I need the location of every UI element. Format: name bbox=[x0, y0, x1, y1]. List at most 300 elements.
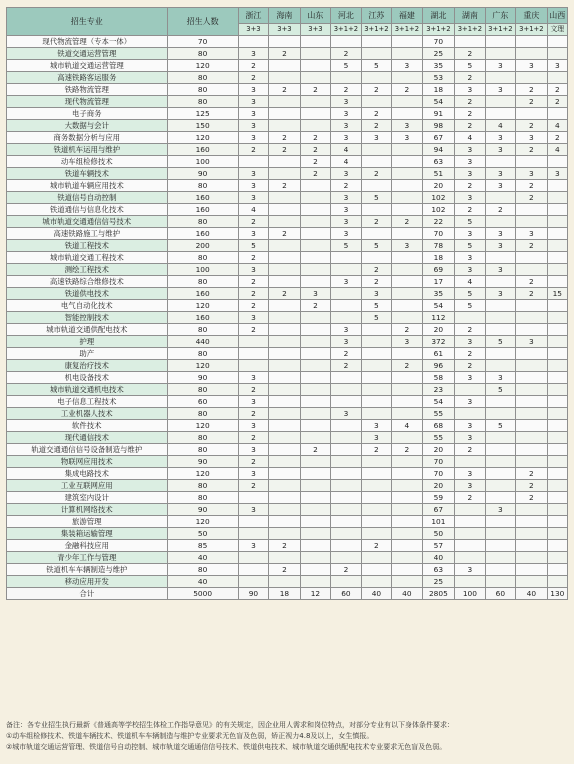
province-header: 河北 bbox=[331, 8, 361, 24]
province-quota-cell: 3 bbox=[485, 288, 515, 300]
province-quota-cell bbox=[392, 396, 422, 408]
table-row bbox=[7, 396, 568, 408]
table-row bbox=[7, 228, 568, 240]
major-name-cell: 城市轨道交通运营管理 bbox=[7, 60, 168, 72]
enrollment-count-cell: 120 bbox=[167, 132, 238, 144]
major-name-cell: 软件技术 bbox=[7, 420, 168, 432]
total-province-cell: 100 bbox=[455, 588, 485, 600]
province-quota-cell bbox=[392, 528, 422, 540]
province-header: 山东 bbox=[300, 8, 330, 24]
province-quota-cell: 3 bbox=[361, 420, 391, 432]
province-quota-cell bbox=[516, 108, 548, 120]
province-quota-cell bbox=[455, 384, 485, 396]
province-quota-cell bbox=[485, 312, 515, 324]
province-quota-cell bbox=[238, 564, 268, 576]
table-row bbox=[7, 48, 568, 60]
province-quota-cell bbox=[392, 516, 422, 528]
major-name-cell: 电子商务 bbox=[7, 108, 168, 120]
province-quota-cell: 3 bbox=[331, 192, 361, 204]
province-quota-cell: 2 bbox=[516, 96, 548, 108]
province-quota-cell bbox=[392, 108, 422, 120]
table-row bbox=[7, 468, 568, 480]
province-quota-cell: 2 bbox=[361, 540, 391, 552]
enrollment-count-cell: 80 bbox=[167, 48, 238, 60]
province-quota-cell: 20 bbox=[422, 180, 455, 192]
province-quota-cell: 2 bbox=[238, 288, 268, 300]
province-quota-cell: 2 bbox=[238, 300, 268, 312]
province-quota-cell bbox=[547, 564, 567, 576]
province-quota-cell: 2 bbox=[269, 540, 301, 552]
province-quota-cell bbox=[392, 264, 422, 276]
province-quota-cell: 3 bbox=[485, 264, 515, 276]
province-quota-cell: 2 bbox=[238, 408, 268, 420]
province-quota-cell: 78 bbox=[422, 240, 455, 252]
province-quota-cell: 2 bbox=[516, 120, 548, 132]
province-quota-cell: 54 bbox=[422, 96, 455, 108]
province-quota-cell bbox=[331, 456, 361, 468]
province-quota-cell bbox=[516, 348, 548, 360]
province-quota-cell: 55 bbox=[422, 408, 455, 420]
province-quota-cell: 2 bbox=[269, 144, 301, 156]
province-quota-cell: 3 bbox=[547, 168, 567, 180]
province-quota-cell bbox=[300, 492, 330, 504]
enrollment-count-cell: 90 bbox=[167, 168, 238, 180]
province-quota-cell bbox=[361, 336, 391, 348]
province-quota-cell: 2 bbox=[516, 480, 548, 492]
province-quota-cell bbox=[485, 468, 515, 480]
province-quota-cell bbox=[361, 396, 391, 408]
province-quota-cell bbox=[547, 576, 567, 588]
province-quota-cell bbox=[485, 576, 515, 588]
province-quota-cell: 2 bbox=[547, 132, 567, 144]
major-name-cell: 集成电路技术 bbox=[7, 468, 168, 480]
province-quota-cell bbox=[547, 456, 567, 468]
table-row bbox=[7, 372, 568, 384]
province-quota-cell bbox=[516, 216, 548, 228]
province-quota-cell bbox=[361, 528, 391, 540]
enrollment-count-cell: 40 bbox=[167, 576, 238, 588]
province-quota-cell: 3 bbox=[485, 144, 515, 156]
province-quota-cell bbox=[331, 252, 361, 264]
province-quota-cell: 70 bbox=[422, 456, 455, 468]
province-quota-cell bbox=[331, 516, 361, 528]
province-quota-cell: 3 bbox=[238, 180, 268, 192]
province-quota-cell bbox=[516, 48, 548, 60]
province-quota-cell: 3 bbox=[238, 132, 268, 144]
enrollment-count-cell: 80 bbox=[167, 408, 238, 420]
province-quota-cell bbox=[269, 432, 301, 444]
province-quota-cell bbox=[269, 192, 301, 204]
province-quota-cell bbox=[300, 372, 330, 384]
province-quota-cell: 3 bbox=[331, 276, 361, 288]
total-row bbox=[7, 588, 568, 600]
province-quota-cell: 2 bbox=[238, 72, 268, 84]
enrollment-count-cell: 70 bbox=[167, 36, 238, 48]
province-quota-cell bbox=[331, 540, 361, 552]
province-quota-cell bbox=[392, 276, 422, 288]
province-quota-cell: 69 bbox=[422, 264, 455, 276]
exam-mode-header: 3+3 bbox=[300, 24, 330, 36]
province-quota-cell: 2 bbox=[516, 468, 548, 480]
province-quota-cell: 4 bbox=[331, 144, 361, 156]
province-quota-cell bbox=[485, 216, 515, 228]
province-quota-cell bbox=[300, 456, 330, 468]
exam-mode-header: 3+1+2 bbox=[422, 24, 455, 36]
province-quota-cell bbox=[547, 528, 567, 540]
province-quota-cell bbox=[547, 48, 567, 60]
province-quota-cell bbox=[269, 516, 301, 528]
enrollment-count-cell: 200 bbox=[167, 240, 238, 252]
province-quota-cell bbox=[485, 360, 515, 372]
province-quota-cell bbox=[361, 564, 391, 576]
province-quota-cell bbox=[361, 228, 391, 240]
province-quota-cell bbox=[331, 420, 361, 432]
province-quota-cell bbox=[392, 168, 422, 180]
exam-mode-header: 3+1+2 bbox=[485, 24, 515, 36]
province-quota-cell: 4 bbox=[485, 120, 515, 132]
province-quota-cell bbox=[269, 576, 301, 588]
province-quota-cell bbox=[485, 324, 515, 336]
province-quota-cell: 102 bbox=[422, 192, 455, 204]
province-quota-cell bbox=[547, 444, 567, 456]
province-quota-cell bbox=[392, 96, 422, 108]
province-quota-cell bbox=[300, 480, 330, 492]
province-quota-cell: 3 bbox=[516, 60, 548, 72]
table-row bbox=[7, 204, 568, 216]
province-quota-cell bbox=[269, 492, 301, 504]
table-row bbox=[7, 168, 568, 180]
province-quota-cell: 63 bbox=[422, 156, 455, 168]
province-quota-cell bbox=[485, 480, 515, 492]
province-quota-cell bbox=[455, 516, 485, 528]
province-quota-cell bbox=[392, 288, 422, 300]
province-quota-cell bbox=[300, 540, 330, 552]
province-quota-cell bbox=[331, 36, 361, 48]
province-quota-cell bbox=[269, 360, 301, 372]
enrollment-count-cell: 80 bbox=[167, 564, 238, 576]
province-quota-cell: 3 bbox=[455, 420, 485, 432]
province-quota-cell: 3 bbox=[238, 48, 268, 60]
enrollment-count-cell: 80 bbox=[167, 180, 238, 192]
enrollment-count-cell: 80 bbox=[167, 252, 238, 264]
province-quota-cell bbox=[392, 48, 422, 60]
province-header: 广东 bbox=[485, 8, 515, 24]
major-name-cell: 铁道通信与信息化技术 bbox=[7, 204, 168, 216]
province-quota-cell: 4 bbox=[455, 276, 485, 288]
major-name-cell: 商务数据分析与应用 bbox=[7, 132, 168, 144]
enrollment-count-cell: 80 bbox=[167, 348, 238, 360]
major-name-cell: 动车组检修技术 bbox=[7, 156, 168, 168]
province-quota-cell bbox=[392, 228, 422, 240]
major-name-cell: 高速铁路综合维修技术 bbox=[7, 276, 168, 288]
province-quota-cell bbox=[547, 504, 567, 516]
province-quota-cell bbox=[238, 516, 268, 528]
province-quota-cell bbox=[300, 252, 330, 264]
enrollment-count-cell: 80 bbox=[167, 216, 238, 228]
enrollment-count-cell: 160 bbox=[167, 288, 238, 300]
province-quota-cell: 2 bbox=[331, 180, 361, 192]
province-quota-cell bbox=[331, 468, 361, 480]
province-quota-cell: 3 bbox=[455, 252, 485, 264]
province-quota-cell: 4 bbox=[547, 144, 567, 156]
province-quota-cell bbox=[361, 552, 391, 564]
major-name-cell: 测绘工程技术 bbox=[7, 264, 168, 276]
province-quota-cell bbox=[547, 492, 567, 504]
province-quota-cell: 53 bbox=[422, 72, 455, 84]
province-quota-cell bbox=[300, 564, 330, 576]
province-quota-cell bbox=[269, 216, 301, 228]
province-quota-cell: 2 bbox=[331, 360, 361, 372]
major-name-cell: 康复治疗技术 bbox=[7, 360, 168, 372]
table-row bbox=[7, 288, 568, 300]
province-quota-cell: 67 bbox=[422, 504, 455, 516]
province-quota-cell: 2 bbox=[238, 324, 268, 336]
province-quota-cell: 20 bbox=[422, 324, 455, 336]
province-quota-cell: 3 bbox=[331, 108, 361, 120]
province-quota-cell: 25 bbox=[422, 48, 455, 60]
province-quota-cell bbox=[331, 432, 361, 444]
province-quota-cell bbox=[455, 456, 485, 468]
province-quota-cell bbox=[269, 348, 301, 360]
province-quota-cell bbox=[331, 288, 361, 300]
major-header: 招生专业 bbox=[7, 8, 168, 36]
province-quota-cell: 54 bbox=[422, 300, 455, 312]
province-quota-cell: 3 bbox=[455, 564, 485, 576]
exam-mode-header: 3+1+2 bbox=[361, 24, 391, 36]
province-quota-cell: 3 bbox=[238, 504, 268, 516]
province-quota-cell bbox=[516, 360, 548, 372]
province-quota-cell bbox=[238, 336, 268, 348]
province-quota-cell: 63 bbox=[422, 564, 455, 576]
province-quota-cell bbox=[547, 228, 567, 240]
major-name-cell: 铁道供电技术 bbox=[7, 288, 168, 300]
province-quota-cell: 20 bbox=[422, 444, 455, 456]
province-quota-cell: 3 bbox=[238, 168, 268, 180]
major-name-cell: 智能控制技术 bbox=[7, 312, 168, 324]
province-quota-cell bbox=[361, 360, 391, 372]
province-quota-cell: 3 bbox=[331, 228, 361, 240]
province-quota-cell bbox=[269, 504, 301, 516]
province-quota-cell bbox=[300, 324, 330, 336]
major-name-cell: 轨道交通通信信号设备制造与维护 bbox=[7, 444, 168, 456]
province-quota-cell: 2 bbox=[238, 144, 268, 156]
province-quota-cell: 3 bbox=[238, 312, 268, 324]
province-quota-cell bbox=[547, 300, 567, 312]
province-quota-cell: 23 bbox=[422, 384, 455, 396]
province-quota-cell: 35 bbox=[422, 60, 455, 72]
enrollment-count-cell: 160 bbox=[167, 228, 238, 240]
province-quota-cell bbox=[238, 576, 268, 588]
province-quota-cell: 3 bbox=[238, 396, 268, 408]
province-quota-cell bbox=[455, 576, 485, 588]
table-row bbox=[7, 252, 568, 264]
province-quota-cell: 3 bbox=[485, 180, 515, 192]
province-quota-cell bbox=[392, 300, 422, 312]
province-quota-cell: 40 bbox=[422, 552, 455, 564]
province-quota-cell: 2 bbox=[455, 348, 485, 360]
enrollment-count-cell: 90 bbox=[167, 456, 238, 468]
province-quota-cell: 2 bbox=[238, 60, 268, 72]
table-row bbox=[7, 516, 568, 528]
table-row bbox=[7, 492, 568, 504]
province-quota-cell bbox=[455, 552, 485, 564]
province-quota-cell bbox=[516, 564, 548, 576]
province-quota-cell bbox=[516, 252, 548, 264]
province-quota-cell: 2 bbox=[547, 84, 567, 96]
table-row bbox=[7, 216, 568, 228]
province-quota-cell: 2 bbox=[361, 84, 391, 96]
province-quota-cell bbox=[485, 516, 515, 528]
table-row bbox=[7, 432, 568, 444]
province-quota-cell bbox=[392, 480, 422, 492]
province-quota-cell: 3 bbox=[485, 168, 515, 180]
province-quota-cell bbox=[238, 552, 268, 564]
province-quota-cell bbox=[269, 552, 301, 564]
province-quota-cell bbox=[331, 552, 361, 564]
province-quota-cell: 2 bbox=[361, 120, 391, 132]
table-row bbox=[7, 72, 568, 84]
province-quota-cell bbox=[516, 408, 548, 420]
major-name-cell: 电子信息工程技术 bbox=[7, 396, 168, 408]
province-quota-cell: 3 bbox=[238, 228, 268, 240]
table-row bbox=[7, 132, 568, 144]
province-quota-cell bbox=[361, 36, 391, 48]
province-quota-cell: 58 bbox=[422, 372, 455, 384]
province-quota-cell: 2 bbox=[361, 444, 391, 456]
province-quota-cell: 5 bbox=[485, 336, 515, 348]
province-quota-cell bbox=[269, 372, 301, 384]
province-quota-cell bbox=[547, 360, 567, 372]
exam-mode-header: 3+3 bbox=[238, 24, 268, 36]
major-name-cell: 铁路物流管理 bbox=[7, 84, 168, 96]
province-quota-cell: 3 bbox=[485, 228, 515, 240]
province-quota-cell bbox=[485, 48, 515, 60]
province-quota-cell bbox=[269, 120, 301, 132]
province-quota-cell bbox=[361, 144, 391, 156]
province-quota-cell: 2 bbox=[392, 84, 422, 96]
table-row bbox=[7, 336, 568, 348]
major-name-cell: 护理 bbox=[7, 336, 168, 348]
total-count-cell: 5000 bbox=[167, 588, 238, 600]
province-quota-cell: 2 bbox=[300, 144, 330, 156]
province-quota-cell: 3 bbox=[455, 372, 485, 384]
province-quota-cell bbox=[331, 372, 361, 384]
province-quota-cell: 2 bbox=[300, 168, 330, 180]
province-quota-cell: 2 bbox=[269, 180, 301, 192]
province-quota-cell: 2 bbox=[455, 120, 485, 132]
province-quota-cell: 5 bbox=[361, 192, 391, 204]
note-line: 备注：各专业招生执行最新《普通高等学校招生体检工作指导意见》的有关规定，因企业用人需求和岗位特点，对部分专业有以下身体条件要求： bbox=[6, 721, 454, 729]
enrollment-count-cell: 160 bbox=[167, 204, 238, 216]
province-quota-cell bbox=[269, 336, 301, 348]
province-quota-cell: 5 bbox=[361, 60, 391, 72]
province-quota-cell: 20 bbox=[422, 480, 455, 492]
total-province-cell: 90 bbox=[238, 588, 268, 600]
province-quota-cell bbox=[516, 432, 548, 444]
province-quota-cell: 3 bbox=[485, 60, 515, 72]
table-row bbox=[7, 120, 568, 132]
major-name-cell: 物联网应用技术 bbox=[7, 456, 168, 468]
total-province-cell: 40 bbox=[361, 588, 391, 600]
enrollment-count-cell: 440 bbox=[167, 336, 238, 348]
enrollment-count-cell: 80 bbox=[167, 84, 238, 96]
province-quota-cell bbox=[485, 108, 515, 120]
province-quota-cell: 4 bbox=[392, 420, 422, 432]
province-quota-cell bbox=[238, 156, 268, 168]
province-quota-cell bbox=[485, 96, 515, 108]
province-quota-cell: 5 bbox=[361, 240, 391, 252]
province-quota-cell: 2 bbox=[269, 564, 301, 576]
province-quota-cell: 3 bbox=[455, 84, 485, 96]
province-quota-cell bbox=[300, 180, 330, 192]
major-name-cell: 旅游管理 bbox=[7, 516, 168, 528]
major-name-cell: 高速铁路施工与维护 bbox=[7, 228, 168, 240]
exam-mode-header: 3+1+2 bbox=[392, 24, 422, 36]
enrollment-count-cell: 80 bbox=[167, 444, 238, 456]
province-quota-cell bbox=[269, 36, 301, 48]
province-quota-cell: 5 bbox=[485, 384, 515, 396]
province-quota-cell bbox=[516, 576, 548, 588]
province-quota-cell bbox=[516, 72, 548, 84]
province-quota-cell: 2 bbox=[516, 84, 548, 96]
province-quota-cell bbox=[269, 240, 301, 252]
province-quota-cell bbox=[455, 504, 485, 516]
province-quota-cell bbox=[516, 36, 548, 48]
province-quota-cell bbox=[392, 156, 422, 168]
province-quota-cell: 91 bbox=[422, 108, 455, 120]
enrollment-count-cell: 150 bbox=[167, 120, 238, 132]
province-quota-cell: 3 bbox=[455, 192, 485, 204]
province-quota-cell: 59 bbox=[422, 492, 455, 504]
province-header: 重庆 bbox=[516, 8, 548, 24]
major-name-cell: 机电设备技术 bbox=[7, 372, 168, 384]
province-quota-cell bbox=[392, 564, 422, 576]
header-row-provinces bbox=[7, 8, 568, 24]
province-quota-cell: 5 bbox=[455, 300, 485, 312]
province-quota-cell bbox=[547, 324, 567, 336]
enrollment-count-cell: 90 bbox=[167, 372, 238, 384]
province-quota-cell bbox=[516, 156, 548, 168]
province-quota-cell bbox=[331, 312, 361, 324]
province-quota-cell bbox=[547, 156, 567, 168]
province-quota-cell bbox=[455, 36, 485, 48]
province-quota-cell: 3 bbox=[361, 132, 391, 144]
province-header: 湖北 bbox=[422, 8, 455, 24]
province-quota-cell: 4 bbox=[238, 204, 268, 216]
province-quota-cell: 15 bbox=[547, 288, 567, 300]
province-quota-cell bbox=[269, 252, 301, 264]
province-quota-cell bbox=[547, 192, 567, 204]
province-header: 浙江 bbox=[238, 8, 268, 24]
province-quota-cell bbox=[269, 312, 301, 324]
province-quota-cell bbox=[331, 396, 361, 408]
table-row bbox=[7, 192, 568, 204]
province-quota-cell bbox=[392, 204, 422, 216]
province-quota-cell bbox=[269, 528, 301, 540]
province-quota-cell: 2 bbox=[238, 276, 268, 288]
province-quota-cell bbox=[392, 372, 422, 384]
count-header: 招生人数 bbox=[167, 8, 238, 36]
province-quota-cell: 3 bbox=[455, 168, 485, 180]
enrollment-count-cell: 80 bbox=[167, 432, 238, 444]
province-quota-cell: 3 bbox=[331, 132, 361, 144]
province-quota-cell bbox=[238, 492, 268, 504]
province-quota-cell: 5 bbox=[331, 240, 361, 252]
enrollment-count-cell: 80 bbox=[167, 384, 238, 396]
major-name-cell: 计算机网络技术 bbox=[7, 504, 168, 516]
province-quota-cell: 3 bbox=[455, 264, 485, 276]
major-name-cell: 电气自动化技术 bbox=[7, 300, 168, 312]
